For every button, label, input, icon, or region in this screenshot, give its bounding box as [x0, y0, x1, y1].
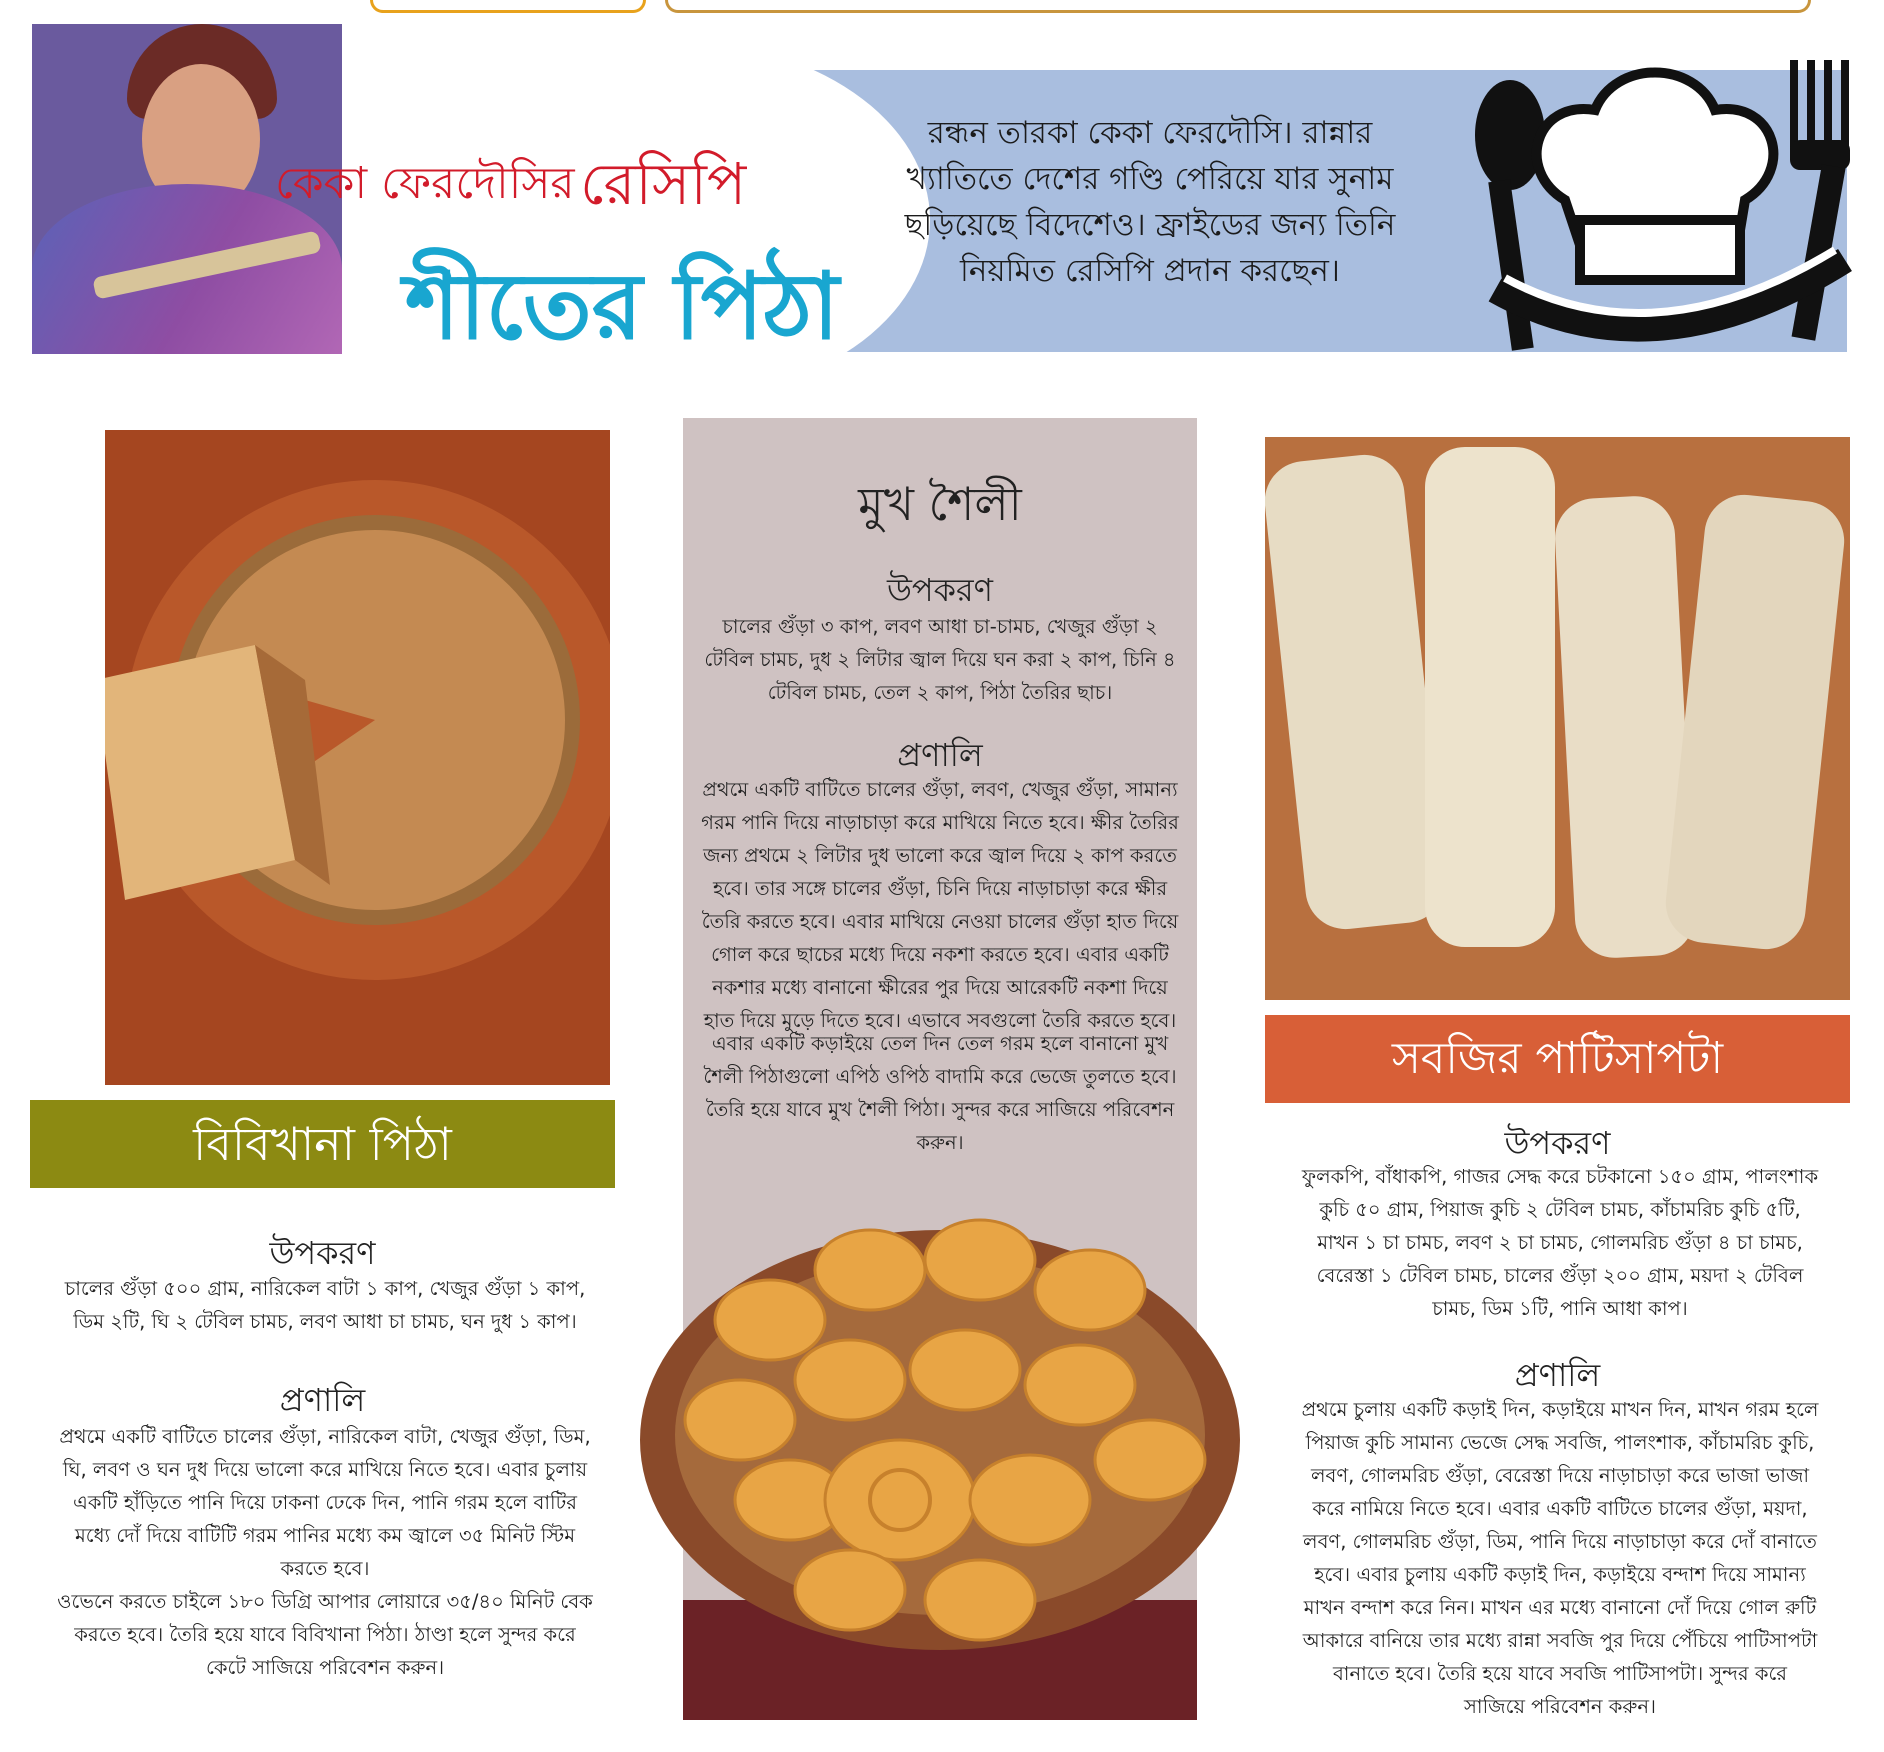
patishapta-method-heading: প্রণালি — [1514, 1356, 1601, 1394]
bibikhana-method-step: ওভেনে করতে চাইলে ১৮০ ডিগ্রি আপার লোয়ারে ৩৫/৪০ মিনিট বেক করতে হবে। তৈরি হয়ে যাবে বিবিখানা পিঠা। ঠাণ্ডা হলে সুন্দর করে কেটে সাজিয়ে পরিবেশন করুন। — [57, 1590, 593, 1679]
top-decor-right — [665, 0, 1811, 13]
mukh-shoili-title: মুখ শৈলী — [858, 477, 1022, 531]
patishapta-image — [1265, 437, 1850, 1000]
bibikhana-method-step: প্রথমে একটি বাটিতে চালের গুঁড়া, নারিকেল বাটা, খেজুর গুঁড়া, ডিম, ঘি, লবণ ও ঘন দুধ দিয়ে ভালো করে মাখিয়ে নিতে হবে। এবার চুলায় একটি হাঁড়িতে পানি দিয়ে ঢাকনা ঢেকে দিন, পানি গরম হলে বাটির মধ্যে দোঁ দিয়ে বাটিটি গরম পানির মধ্যে কম জ্বালে ৩৫ মিনিট স্টিম করতে হবে। — [59, 1425, 591, 1580]
intro-line: রন্ধন তারকা কেকা ফেরদৌসি। রান্নার — [927, 115, 1373, 151]
mukh-shoili-ingredients: চালের গুঁড়া ৩ কাপ, লবণ আধা চা-চামচ, খেজুর গুঁড়া ২ টেবিল চামচ, দুধ ২ লিটার জ্বাল দিয়ে ঘন করা ২ কাপ, চিনি ৪ টেবিল চামচ, তেল ২ কাপ, পিঠা তৈরির ছাচ। — [704, 615, 1176, 704]
mukh-shoili-ingredients-heading: উপকরণ — [887, 571, 993, 609]
bibikhana-ingredients-heading: উপকরণ — [269, 1234, 376, 1272]
intro-text — [900, 110, 1400, 294]
cake-illustration — [105, 430, 610, 1085]
mukh-shoili-method-heading: প্রণালি — [897, 736, 983, 774]
page-title: শীতের পিঠা — [405, 253, 840, 360]
patishapta-method: প্রথমে চুলায় একটি কড়াই দিন, কড়াইয়ে মাখন দিন, মাখন গরম হলে পিয়াজ কুচি সামান্য ভেজে সেদ্ধ সবজি, পালংশাক, কাঁচামরিচ কুচি, লবণ, গোলমরিচ গুঁড়া, বেরেস্তা দিয়ে নাড়াচাড়া করে ভাজা ভাজা করে নামিয়ে নিতে হবে। এবার একটি বাটিতে চালের গুঁড়া, ময়দা, লবণ, গোলমরিচ গুঁড়া, ডিম, পানি দিয়ে নাড়াচাড়া করে দোঁ বানাতে হবে। এবার চুলায় একটি কড়াই দিন, কড়াইয়ে বন্দাশ দিয়ে সামান্য মাখন বন্দাশ করে নিন। মাখন এর মধ্যে বানানো দোঁ দিয়ে গোল রুটি আকারে বানিয়ে তার মধ্যে রান্না সবজি পুর দিয়ে পেঁচিয়ে পাটিসাপটা বানাতে হবে। তৈরি হয়ে যাবে সবজি পাটিসাপটা। সুন্দর করে সাজিয়ে পরিবেশন করুন। — [1301, 1398, 1819, 1718]
bibikhana-method-heading: প্রণালি — [279, 1381, 366, 1419]
patishapta-ingredients: ফুলকপি, বাঁধাকপি, গাজর সেদ্ধ করে চটকানো ১৫০ গ্রাম, পালংশাক কুচি ৫০ গ্রাম, পিয়াজ কুচি ২ টেবিল চামচ, কাঁচামরিচ কুচি ৫টি, মাখন ১ চা চামচ, লবণ ২ চা চামচ, গোলমরিচ গুঁড়া ৪ চা চামচ, বেরেস্তা ১ টেবিল চামচ, চালের গুঁড়া ২০০ গ্রাম, ময়দা ২ টেবিল চামচ, ডিম ১টি, পানি আধা কাপ। — [1301, 1165, 1819, 1320]
mukh-shoili-method-step: এবার একটি কড়াইয়ে তেল দিন তেল গরম হলে বানানো মুখ শৈলী পিঠাগুলো এপিঠ ওপিঠ বাদামি করে ভেজে তুলতে হবে। তৈরি হয়ে যাবে মুখ শৈলী পিঠা। সুন্দর করে সাজিয়ে পরিবেশন করুন। — [703, 1032, 1177, 1154]
top-decor-left — [370, 0, 646, 13]
bibikhana-title: বিবিখানা পিঠা — [30, 1100, 615, 1188]
author-byline: কেকা ফেরদৌসির — [275, 158, 575, 209]
intro-line: ছড়িয়েছে বিদেশেও। ফ্রাইডের জন্য তিনি — [904, 207, 1396, 243]
patishapta-illustration — [1265, 437, 1850, 1000]
intro-line: খ্যাতিতে দেশের গণ্ডি পেরিয়ে যার সুনাম — [906, 161, 1394, 197]
mukh-shoili-image — [630, 1140, 1250, 1660]
recipe-label: রেসিপি — [580, 150, 747, 218]
intro-line: নিয়মিত রেসিপি প্রদান করছেন। — [960, 253, 1340, 289]
chef-hat-utensils-icon — [1455, 40, 1875, 360]
patishapta-ingredients-heading: উপকরণ — [1504, 1124, 1611, 1162]
bibikhana-ingredients: চালের গুঁড়া ৫০০ গ্রাম, নারিকেল বাটা ১ কাপ, খেজুর গুঁড়া ১ কাপ, ডিম ২টি, ঘি ২ টেবিল চামচ, লবণ আধা চা চামচ, ঘন দুধ ১ কাপ। — [64, 1277, 586, 1333]
patishapta-title: সবজির পাটিসাপটা — [1265, 1015, 1850, 1103]
bibikhana-pitha-image — [105, 430, 610, 1085]
mukh-shoili-method-step: প্রথমে একটি বাটিতে চালের গুঁড়া, লবণ, খেজুর গুঁড়া, সামান্য গরম পানি দিয়ে নাড়াচাড়া করে মাখিয়ে নিতে হবে। ক্ষীর তৈরির জন্য প্রথমে ২ লিটার দুধ ভালো করে জ্বাল দিয়ে ২ কাপ করতে হবে। তার সঙ্গে চালের গুঁড়া, চিনি দিয়ে নাড়াচাড়া করে ক্ষীর তৈরি করতে হবে। এবার মাখিয়ে নেওয়া চালের গুঁড়া হাত দিয়ে গোল করে ছাচের মধ্যে দিয়ে নকশা করতে হবে। এবার একটি নকশার মধ্যে বানানো ক্ষীরের পুর দিয়ে আরেকটি নকশা দিয়ে হাত দিয়ে মুড়ে দিতে হবে। এভাবে সবগুলো তৈরি করতে হবে। — [701, 778, 1179, 1032]
